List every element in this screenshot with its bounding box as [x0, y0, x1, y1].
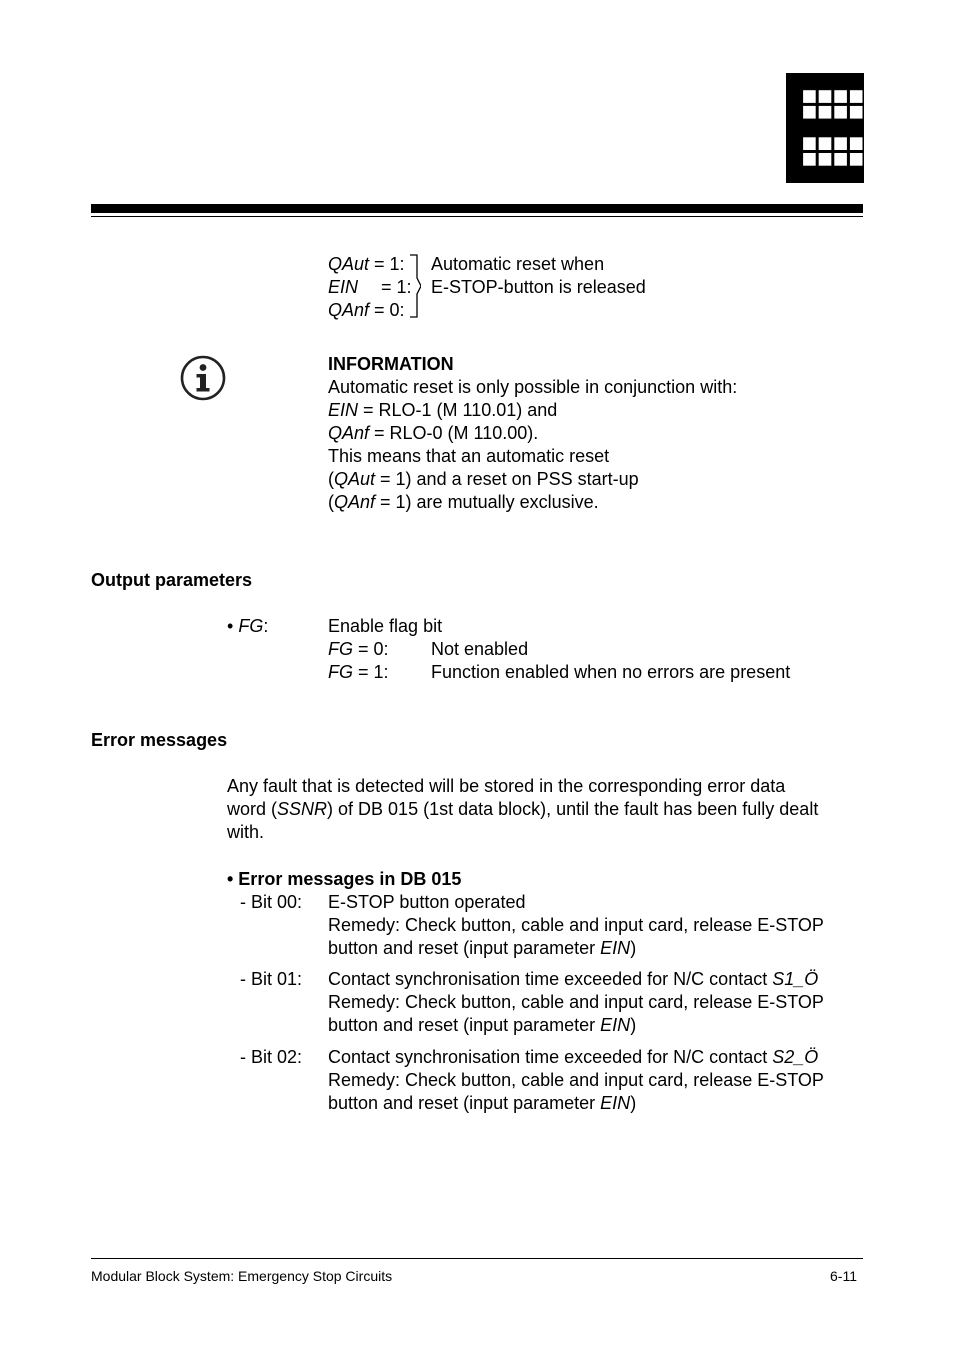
bit-00-line1: E-STOP button operated: [328, 892, 526, 912]
output-param-value-0: FG = 0:: [328, 639, 389, 659]
information-line2: EIN = RLO-1 (M 110.01) and: [328, 400, 558, 420]
bit-01-line1: Contact synchronisation time exceeded for N/C contact S1_Ö: [328, 969, 819, 989]
information-title: INFORMATION: [328, 354, 454, 374]
output-parameters-heading: Output parameters: [91, 570, 253, 590]
header-rule-thick: [91, 204, 863, 213]
information-line3: QAnf = RLO-0 (M 110.00).: [328, 423, 539, 443]
error-intro-line1: Any fault that is detected will be stored in the corresponding error data: [227, 776, 786, 796]
output-param-value-0-text: Not enabled: [431, 639, 529, 659]
bit-01-line2: Remedy: Check button, cable and input card, release E-STOP: [328, 992, 824, 1012]
bit-02-line1: Contact synchronisation time exceeded for N/C contact S2_Ö: [328, 1047, 819, 1067]
bit-01-label: - Bit 01:: [240, 969, 303, 989]
reset-ein-line: EIN = 1:: [328, 277, 412, 297]
reset-description-line1: Automatic reset when: [431, 254, 605, 274]
bit-01-line3: button and reset (input parameter EIN): [328, 1015, 637, 1035]
reset-qanf-line: QAnf = 0:: [328, 300, 405, 320]
output-param-description: Enable flag bit: [328, 616, 443, 636]
error-messages-heading: Error messages: [91, 730, 228, 750]
error-intro-line3: with.: [227, 822, 265, 842]
footer-title: Modular Block System: Emergency Stop Circuits: [91, 1268, 393, 1284]
information-line5: (QAut = 1) and a reset on PSS start-up: [328, 469, 639, 489]
bit-00-line2: Remedy: Check button, cable and input card, release E-STOP: [328, 915, 824, 935]
brand-grid-logo: [786, 73, 864, 183]
information-line6: (QAnf = 1) are mutually exclusive.: [328, 492, 599, 512]
output-param-label: • FG:: [227, 616, 269, 636]
header-rule-thin: [91, 216, 863, 217]
footer-rule: [91, 1258, 863, 1259]
information-icon: [180, 355, 226, 401]
reset-bracket-icon: [409, 254, 421, 318]
bit-00-line3: button and reset (input parameter EIN): [328, 938, 637, 958]
bit-00-label: - Bit 00:: [240, 892, 303, 912]
information-line1: Automatic reset is only possible in conjunction with:: [328, 377, 738, 397]
footer-page-number: 6-11: [830, 1268, 857, 1284]
reset-qaut-line: QAut = 1:: [328, 254, 405, 274]
reset-description-line2: E-STOP-button is released: [431, 277, 646, 297]
error-db015-subheading: • Error messages in DB 015: [227, 869, 462, 889]
output-param-value-1-text: Function enabled when no errors are present: [431, 662, 791, 682]
bit-02-label: - Bit 02:: [240, 1047, 303, 1067]
output-param-value-1: FG = 1:: [328, 662, 389, 682]
bit-02-line3: button and reset (input parameter EIN): [328, 1093, 637, 1113]
bit-02-line2: Remedy: Check button, cable and input card, release E-STOP: [328, 1070, 824, 1090]
information-line4: This means that an automatic reset: [328, 446, 610, 466]
error-intro-line2: word (SSNR) of DB 015 (1st data block), until the fault has been fully dealt: [227, 799, 819, 819]
